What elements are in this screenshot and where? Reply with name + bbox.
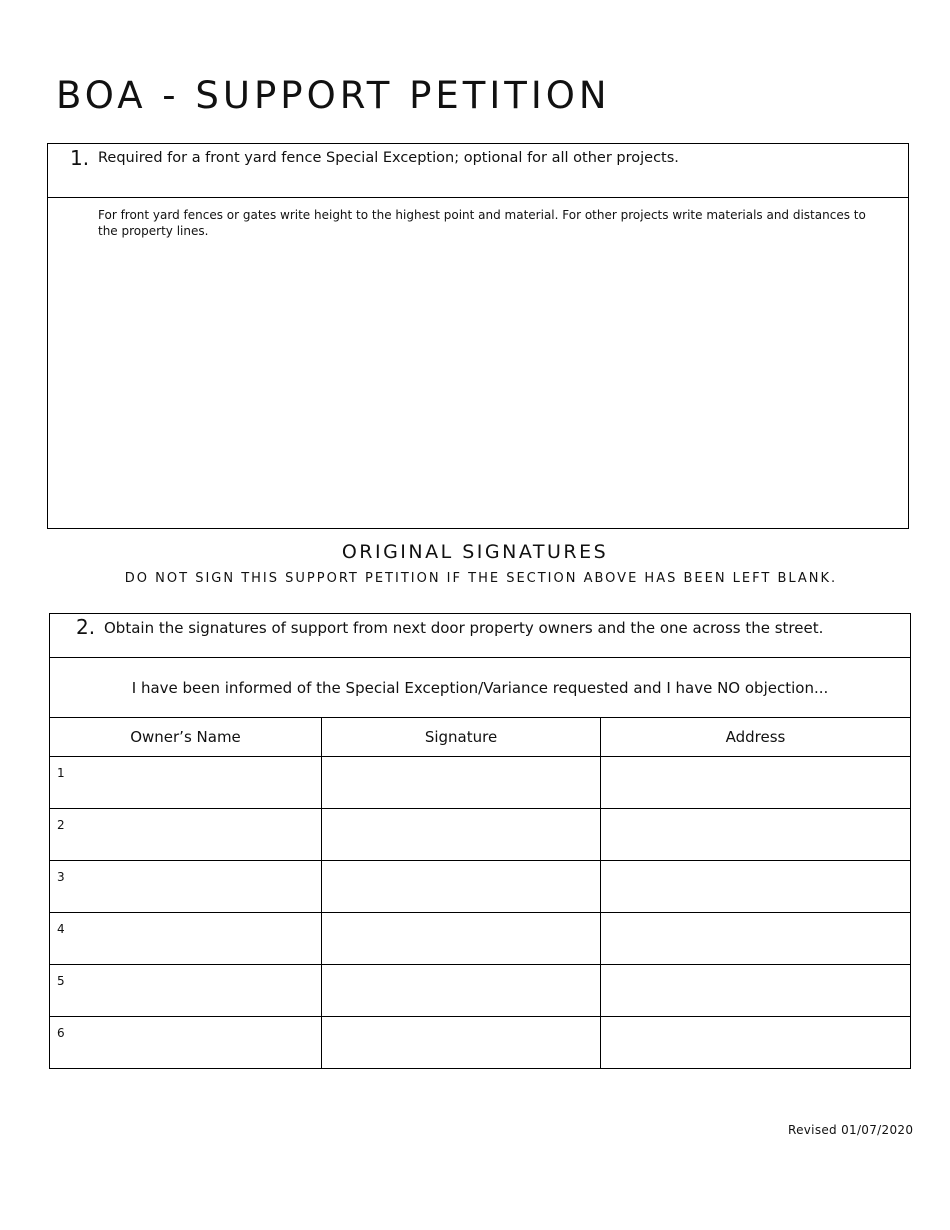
owner-name-field[interactable] [50, 809, 322, 861]
address-field[interactable] [601, 861, 911, 913]
section-1-header [48, 144, 908, 198]
row-number: 6 [57, 1026, 65, 1040]
signature-field[interactable] [322, 861, 601, 913]
table-row [50, 861, 911, 913]
column-header-row [50, 718, 911, 757]
address-field[interactable] [601, 913, 911, 965]
column-header-owner-name: Owner’s Name [50, 718, 322, 757]
column-header-signature: Signature [322, 718, 601, 757]
table-row [50, 757, 911, 809]
row-number: 4 [57, 922, 65, 936]
row-number: 1 [57, 766, 65, 780]
signatures-heading: ORIGINAL SIGNATURES [341, 541, 609, 563]
table-row [50, 913, 911, 965]
owner-name-field[interactable] [50, 861, 322, 913]
signature-field[interactable] [322, 757, 601, 809]
row-number: 2 [57, 818, 65, 832]
owner-name-field[interactable] [50, 1017, 322, 1069]
section-2-number: 2. [76, 615, 96, 639]
column-header-address: Address [601, 718, 911, 757]
signatures-warning: DO NOT SIGN THIS SUPPORT PETITION IF THE SECTION ABOVE HAS BEEN LEFT BLANK. [124, 571, 838, 586]
address-field[interactable] [601, 965, 911, 1017]
section-1-requirement: Required for a front yard fence Special Exception; optional for all other projects. [98, 150, 679, 166]
signature-table [49, 613, 911, 1069]
row-number: 3 [57, 870, 65, 884]
owner-name-field[interactable] [50, 965, 322, 1017]
owner-name-field[interactable] [50, 913, 322, 965]
address-field[interactable] [601, 809, 911, 861]
section-2-instruction: Obtain the signatures of support from next door property owners and the one across the street. [104, 619, 824, 637]
project-description-instructions: For front yard fences or gates write height to the highest point and material. For other projects write materials and distances to the property lines. [98, 208, 866, 238]
no-objection-statement: I have been informed of the Special Exception/Variance requested and I have NO objection... [50, 658, 911, 718]
section-1-number: 1. [70, 146, 90, 170]
table-row [50, 1017, 911, 1069]
owner-name-field[interactable] [50, 757, 322, 809]
revision-date: Revised 01/07/2020 [788, 1123, 914, 1137]
table-row [50, 809, 911, 861]
project-description-section [47, 143, 909, 529]
address-field[interactable] [601, 757, 911, 809]
row-number: 5 [57, 974, 65, 988]
no-objection-statement-row [50, 658, 911, 718]
signature-field[interactable] [322, 913, 601, 965]
address-field[interactable] [601, 1017, 911, 1069]
signature-field[interactable] [322, 1017, 601, 1069]
section-2-header [50, 614, 911, 658]
signature-field[interactable] [322, 965, 601, 1017]
signature-field[interactable] [322, 809, 601, 861]
page-title: BOA - SUPPORT PETITION [56, 74, 611, 117]
table-row [50, 965, 911, 1017]
